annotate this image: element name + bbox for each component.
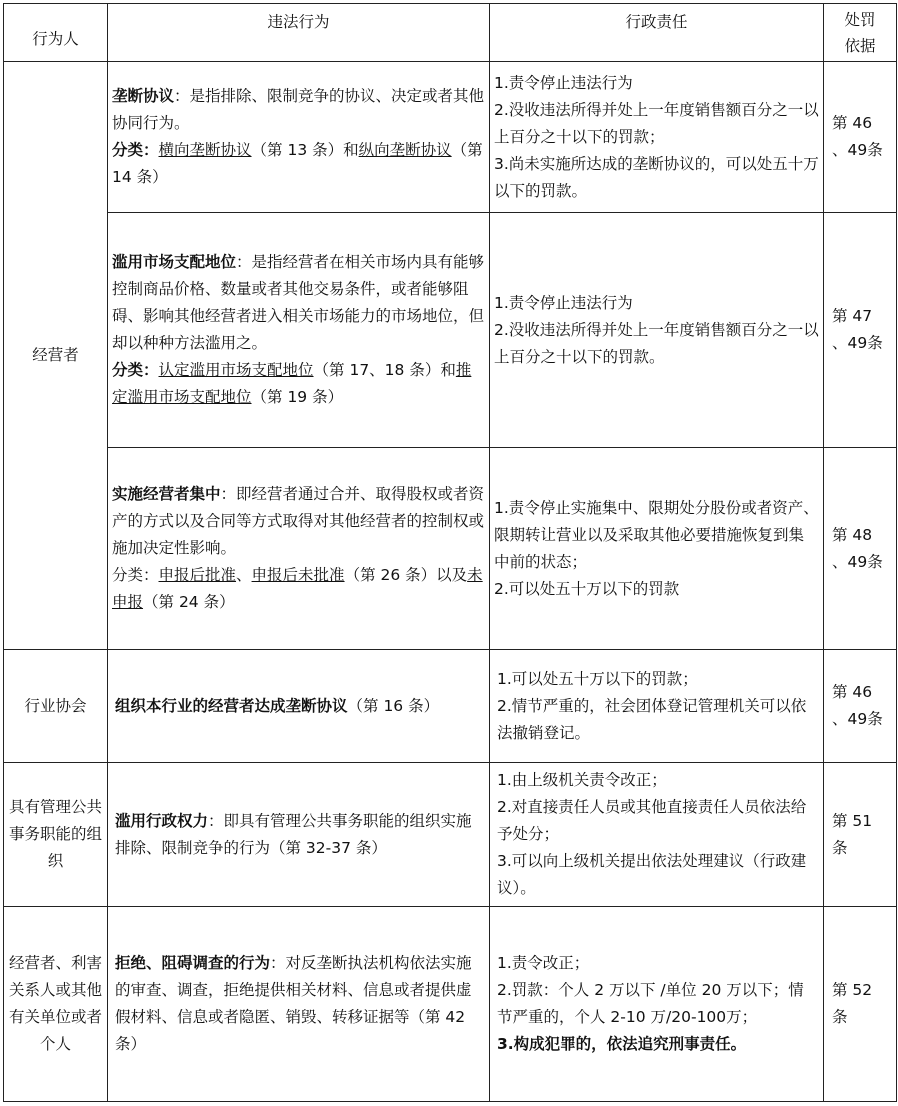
table-row: [4, 62, 897, 213]
liability-item: 1.责令停止违法行为: [494, 73, 633, 92]
behavior-term: 实施经营者集中: [112, 485, 221, 503]
law-table: [3, 3, 897, 1102]
liability-item: 2.没收违法所得并处上一年度销售额百分之一以上百分之十以下的罚款。: [494, 320, 819, 366]
behavior-definition: ：是指经营者在相关市场内具有能够控制商品价格、数量或者其他交易条件，或者能够阻碍、影响其他经营者进入相关市场能力的市场地位，但却以种种方法滥用之。: [112, 253, 485, 352]
basis-cell: 第 51 条: [824, 763, 897, 907]
behavior-cell: [108, 62, 490, 213]
behavior-cell: [108, 763, 490, 907]
liability-cell: [490, 763, 824, 907]
behavior-definition: ：是指排除、限制竞争的协议、决定或者其他协同行为。: [112, 87, 485, 132]
liability-item: 2.可以处五十万以下的罚款: [494, 579, 680, 598]
behavior-cell: [108, 213, 490, 448]
behavior-term: 滥用行政权力: [115, 811, 209, 830]
liability-item: 2.情节严重的，社会团体登记管理机关可以依法撤销登记。: [497, 696, 807, 742]
liability-item: 1.责令停止违法行为: [494, 293, 633, 312]
actor-cell: 行业协会: [4, 650, 108, 763]
header-basis: [824, 4, 897, 62]
liability-item: 1.责令改正；: [497, 954, 590, 972]
behavior-definition: ：对反垄断执法机构依法实施的审查、调查，拒绝提供相关材料、信息或者提供虚假材料、信息或者隐匿、销毁、转移证据等（第 42 条）: [115, 954, 472, 1053]
liability-item: 1.可以处五十万以下的罚款；: [497, 669, 698, 688]
header-behavior: 违法行为: [108, 4, 490, 62]
classification-label: 分类：: [112, 566, 159, 584]
classification-note: （第 17、18 条）和: [313, 361, 456, 379]
basis-cell: 第 48 、49条: [824, 448, 897, 650]
classification-item: 申报后批准: [158, 566, 237, 584]
header-row: [4, 4, 897, 62]
table-row: [4, 213, 897, 448]
liability-item: 2.没收违法所得并处上一年度销售额百分之一以上百分之十以下的罚款；: [494, 100, 819, 146]
header-basis-label: 处罚依据: [844, 10, 876, 55]
classification-label: 分类：: [112, 141, 159, 159]
classification-item: 认定滥用市场支配地位: [158, 361, 314, 379]
liability-cell: [490, 213, 824, 448]
classification-item: 未申报: [112, 566, 483, 611]
header-liability: 行政责任: [490, 4, 824, 62]
liability-item: 1.由上级机关责令改正；: [497, 771, 667, 789]
behavior-definition: （第 16 条）: [347, 696, 440, 715]
classification-item: 横向垄断协议: [158, 141, 252, 159]
basis-cell: 第 46 、49条: [824, 650, 897, 763]
liability-cell: [490, 62, 824, 213]
classification-item: 申报后未批准: [251, 566, 345, 584]
behavior-cell: [108, 907, 490, 1102]
liability-item: 2.罚款：个人 2 万以下 /单位 20 万以下；情节严重的，个人 2-10 万/20-100万；: [497, 981, 804, 1026]
liability-cell: [490, 448, 824, 650]
classification-note: （第 26 条）以及: [344, 566, 468, 584]
liability-item: 3.尚未实施所达成的垄断协议的，可以处五十万以下的罚款。: [494, 154, 819, 200]
table-row: [4, 907, 897, 1102]
behavior-definition: ：即经营者通过合并、取得股权或者资产的方式以及合同等方式取得对其他经营者的控制权或施加决定性影响。: [112, 485, 485, 557]
classification-separator: 、: [236, 566, 252, 584]
behavior-cell: [108, 448, 490, 650]
basis-cell: 第 47 、49条: [824, 213, 897, 448]
behavior-definition: ：即具有管理公共事务职能的组织实施排除、限制竞争的行为（第 32-37 条）: [115, 811, 472, 857]
liability-item: 1.责令停止实施集中、限期处分股份或者资产、限期转让营业以及采取其他必要措施恢复到集中前的状态；: [494, 498, 819, 571]
classification-note: （第 19 条）: [251, 388, 344, 406]
behavior-cell: [108, 650, 490, 763]
liability-cell: [490, 907, 824, 1102]
classification-item: 纵向垄断协议: [358, 141, 452, 159]
classification-label: 分类：: [112, 361, 159, 379]
liability-item: 3.可以向上级机关提出依法处理建议（行政建议）。: [497, 852, 807, 897]
classification-item: 推定滥用市场支配地位: [112, 361, 472, 406]
classification-note: （第 14 条）: [112, 141, 483, 186]
header-actor: 行为人: [4, 4, 108, 62]
table-row: [4, 448, 897, 650]
behavior-term: 垄断协议: [112, 87, 175, 105]
behavior-term: 拒绝、阻碍调查的行为: [115, 954, 271, 972]
basis-cell: 第 52 条: [824, 907, 897, 1102]
table-row: [4, 763, 897, 907]
behavior-term: 组织本行业的经营者达成垄断协议: [115, 696, 348, 715]
classification-note: （第 24 条）: [143, 593, 235, 611]
liability-item: 3.构成犯罪的，依法追究刑事责任。: [497, 1035, 747, 1053]
table-row: [4, 650, 897, 763]
actor-cell: 经营者: [4, 62, 108, 650]
actor-cell: 具有管理公共事务职能的组织: [4, 763, 108, 907]
actor-cell: 经营者、利害关系人或其他有关单位或者个人: [4, 907, 108, 1102]
behavior-term: 滥用市场支配地位: [112, 253, 237, 271]
liability-item: 2.对直接责任人员或其他直接责任人员依法给予处分；: [497, 798, 807, 843]
classification-note: （第 13 条）和: [251, 141, 359, 159]
basis-cell: 第 46 、49条: [824, 62, 897, 213]
liability-cell: [490, 650, 824, 763]
